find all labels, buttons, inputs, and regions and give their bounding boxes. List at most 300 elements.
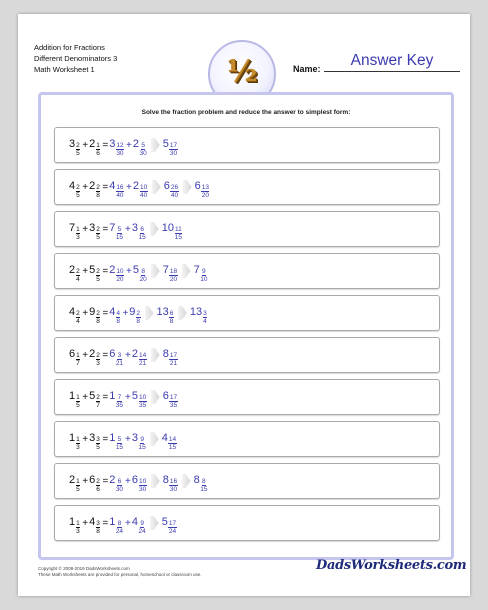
denominator: 30 — [139, 485, 147, 493]
fraction-part — [96, 226, 101, 241]
arrow-icon — [182, 264, 191, 278]
mixed-number — [132, 428, 147, 451]
fraction-part — [76, 184, 81, 199]
fraction-part — [96, 436, 101, 451]
denominator: 40 — [116, 191, 124, 199]
numerator: 2 — [96, 351, 100, 359]
whole-part: 6 — [194, 179, 201, 192]
arrow-icon — [151, 264, 160, 278]
fraction-part — [139, 436, 146, 451]
denominator: 15 — [200, 485, 208, 493]
fraction-part — [116, 184, 124, 199]
mixed-number — [89, 428, 101, 451]
denominator: 4 — [76, 317, 80, 325]
numerator: 5 — [117, 225, 122, 233]
arrow-icon — [150, 516, 159, 530]
problem-row — [54, 211, 440, 247]
usage-note: These Math Worksheets are provided for personal, homeschool or classroom use. — [38, 572, 202, 577]
one-half-logo-icon: ½ — [208, 40, 276, 108]
brand-logo: DadsWorksheets.com — [316, 558, 467, 573]
numerator: 1 — [76, 477, 80, 485]
mixed-number — [69, 428, 81, 451]
problem-expression — [69, 380, 179, 414]
equals-sign: = — [102, 307, 109, 319]
numerator: 2 — [96, 393, 100, 401]
fraction-part — [116, 520, 123, 535]
fraction-part — [139, 478, 147, 493]
mixed-number — [109, 344, 124, 367]
mixed-number — [109, 134, 125, 157]
fraction-part — [169, 478, 177, 493]
equals-sign: = — [102, 433, 109, 445]
denominator: 5 — [96, 233, 100, 241]
numerator: 10 — [116, 267, 124, 275]
whole-part: 2 — [69, 263, 76, 276]
arrow-icon — [150, 222, 159, 236]
denominator: 20 — [201, 191, 209, 199]
numerator: 10 — [139, 393, 147, 401]
whole-part: 3 — [109, 137, 116, 150]
denominator: 30 — [139, 149, 147, 157]
fraction-part — [168, 436, 176, 451]
plus-sign: + — [125, 349, 131, 361]
footer — [38, 566, 202, 578]
fraction-part — [76, 310, 81, 325]
worksheet-title: Addition for Fractions — [34, 43, 105, 52]
denominator: 30 — [115, 485, 124, 493]
instructions: Solve the fraction problem and reduce the answer to simplest form: — [141, 109, 351, 116]
mixed-number — [89, 386, 101, 409]
numerator: 18 — [169, 267, 178, 275]
whole-part: 2 — [132, 179, 140, 192]
numerator: 5 — [141, 141, 145, 149]
problem-row — [54, 127, 440, 163]
plus-sign: + — [82, 433, 89, 445]
numerator: 1 — [76, 435, 80, 443]
denominator: 8 — [96, 527, 100, 535]
numerator: 1 — [76, 225, 80, 233]
whole-part: 2 — [109, 263, 116, 276]
numerator: 2 — [96, 477, 100, 485]
numerator: 1 — [96, 141, 100, 149]
fraction-part — [76, 520, 81, 535]
arrow-icon — [150, 432, 159, 446]
denominator: 30 — [169, 149, 178, 157]
equals-sign: = — [102, 475, 109, 487]
fraction-part — [139, 352, 147, 367]
mixed-number — [132, 470, 148, 493]
plus-sign: + — [82, 391, 89, 403]
denominator: 5 — [96, 443, 100, 451]
denominator: 5 — [96, 275, 100, 283]
numerator: 2 — [76, 267, 80, 275]
whole-part: 9 — [129, 305, 136, 318]
whole-part: 1 — [69, 515, 76, 528]
problem-row — [54, 337, 440, 373]
numerator: 10 — [140, 183, 148, 191]
problem-expression — [69, 254, 208, 288]
fraction-part — [116, 268, 124, 283]
fraction-part — [76, 394, 81, 409]
denominator: 30 — [169, 485, 178, 493]
arrow-icon — [152, 180, 161, 194]
worksheet-page — [18, 14, 470, 596]
problem-expression — [69, 296, 208, 330]
numerator: 6 — [140, 225, 144, 233]
plus-sign: + — [125, 475, 131, 487]
mixed-number — [133, 176, 149, 199]
denominator: 40 — [170, 191, 179, 199]
mixed-number — [194, 260, 209, 283]
whole-part: 13 — [156, 305, 169, 318]
mixed-number — [109, 512, 124, 535]
mixed-number — [162, 218, 184, 241]
equals-sign: = — [102, 223, 109, 235]
numerator: 1 — [76, 351, 80, 359]
problem-expression — [69, 464, 208, 498]
plus-sign: + — [125, 433, 131, 445]
problem-row — [54, 421, 440, 457]
whole-part: 4 — [161, 431, 168, 444]
numerator: 5 — [117, 435, 122, 443]
fraction-part — [116, 352, 123, 367]
denominator: 3 — [76, 527, 80, 535]
mixed-number — [195, 176, 211, 199]
name-label: Name: — [293, 64, 321, 74]
denominator: 20 — [116, 275, 124, 283]
denominator: 4 — [76, 275, 80, 283]
plus-sign: + — [122, 307, 129, 319]
plus-sign: + — [125, 391, 131, 403]
plus-sign: + — [82, 517, 89, 529]
numerator: 2 — [76, 309, 80, 317]
denominator: 21 — [169, 359, 178, 367]
whole-part: 1 — [109, 431, 116, 444]
denominator: 35 — [169, 401, 178, 409]
denominator: 3 — [96, 359, 100, 367]
whole-part: 6 — [69, 347, 76, 360]
numerator: 7 — [117, 393, 122, 401]
numerator: 3 — [96, 435, 100, 443]
mixed-number — [89, 302, 101, 325]
arrow-icon — [145, 306, 154, 320]
denominator: 40 — [140, 191, 148, 199]
denominator: 6 — [96, 149, 100, 157]
whole-part: 1 — [109, 515, 116, 528]
mixed-number — [89, 512, 101, 535]
mixed-number — [109, 428, 124, 451]
denominator: 5 — [76, 149, 80, 157]
fraction-part — [96, 394, 101, 409]
mixed-number — [69, 344, 81, 367]
numerator: 17 — [169, 393, 178, 401]
mixed-number — [69, 260, 81, 283]
equals-sign: = — [102, 181, 109, 193]
fraction-part — [140, 184, 148, 199]
mixed-number — [163, 470, 179, 493]
equals-sign: = — [102, 517, 109, 529]
arrow-icon — [151, 474, 160, 488]
plus-sign: + — [82, 181, 89, 193]
numerator: 9 — [202, 267, 206, 275]
whole-part: 6 — [131, 473, 139, 486]
copyright-text: Copyright © 2008-2019 DadsWorksheets.com — [38, 566, 130, 571]
numerator: 8 — [202, 477, 206, 485]
denominator: 7 — [76, 359, 80, 367]
plus-sign: + — [125, 223, 131, 235]
whole-part: 7 — [69, 221, 76, 234]
fraction-part — [116, 142, 124, 157]
arrow-icon — [182, 474, 191, 488]
fraction-part — [96, 268, 101, 283]
denominator: 4 — [203, 317, 207, 325]
fraction-part — [169, 142, 177, 157]
mixed-number — [190, 302, 208, 325]
whole-part: 3 — [89, 431, 96, 444]
mixed-number — [194, 470, 209, 493]
fraction-part — [169, 310, 174, 325]
denominator: 24 — [115, 527, 124, 535]
fraction-part — [140, 142, 147, 157]
numerator: 2 — [76, 183, 80, 191]
numerator: 13 — [201, 183, 209, 191]
fraction-part — [139, 394, 147, 409]
denominator: 8 — [96, 191, 100, 199]
numerator: 3 — [117, 351, 122, 359]
equals-sign: = — [102, 391, 109, 403]
problem-expression — [69, 170, 210, 204]
mixed-number — [132, 218, 147, 241]
fraction-part — [139, 226, 146, 241]
fraction-part — [96, 142, 101, 157]
whole-part: 2 — [69, 473, 76, 486]
name-line — [324, 71, 460, 72]
fraction-part — [169, 268, 177, 283]
equals-sign: = — [102, 349, 109, 361]
mixed-number — [69, 302, 81, 325]
denominator: 24 — [138, 527, 146, 535]
mixed-number — [163, 260, 179, 283]
denominator: 15 — [115, 233, 124, 241]
fraction-part — [96, 478, 101, 493]
denominator: 3 — [76, 443, 80, 451]
whole-part: 3 — [131, 221, 139, 234]
whole-part: 5 — [162, 137, 169, 150]
mixed-number — [109, 176, 125, 199]
denominator: 7 — [96, 401, 100, 409]
fraction-part — [140, 268, 147, 283]
mixed-number — [163, 134, 179, 157]
whole-part: 2 — [132, 137, 140, 150]
problem-row — [54, 505, 440, 541]
numerator: 1 — [76, 519, 80, 527]
mixed-number — [89, 218, 101, 241]
arrow-icon — [178, 306, 187, 320]
denominator: 20 — [169, 275, 178, 283]
problem-expression — [69, 128, 179, 162]
whole-part: 6 — [89, 473, 96, 486]
fraction-part — [76, 142, 81, 157]
numerator: 8 — [117, 519, 122, 527]
problem-row — [54, 253, 440, 289]
numerator: 17 — [168, 519, 177, 527]
fraction-part — [175, 226, 183, 241]
fraction-part — [96, 310, 101, 325]
whole-part: 2 — [89, 179, 96, 192]
denominator: 6 — [96, 485, 100, 493]
mixed-number — [109, 302, 121, 325]
numerator: 16 — [169, 477, 178, 485]
plus-sign: + — [126, 181, 132, 193]
whole-part: 13 — [189, 305, 203, 318]
numerator: 9 — [140, 519, 144, 527]
fraction-part — [203, 310, 208, 325]
numerator: 2 — [76, 141, 80, 149]
fraction-part — [116, 478, 123, 493]
numerator: 2 — [96, 309, 100, 317]
fraction-part — [169, 352, 177, 367]
denominator: 30 — [116, 149, 124, 157]
fraction-part — [168, 520, 176, 535]
mixed-number — [69, 470, 81, 493]
plus-sign: + — [126, 265, 132, 277]
arrow-icon — [151, 348, 160, 362]
fraction-part — [200, 478, 207, 493]
mixed-number — [69, 512, 81, 535]
denominator: 15 — [168, 443, 177, 451]
whole-part: 7 — [193, 263, 200, 276]
mixed-number — [89, 134, 101, 157]
fraction-part — [116, 226, 123, 241]
whole-part: 10 — [161, 221, 174, 234]
whole-part: 4 — [109, 179, 116, 192]
mixed-number — [69, 218, 81, 241]
denominator: 15 — [138, 233, 146, 241]
whole-part: 3 — [131, 431, 139, 444]
arrow-icon — [151, 390, 160, 404]
whole-part: 4 — [69, 179, 76, 192]
mixed-number — [163, 344, 179, 367]
numerator: 3 — [96, 519, 100, 527]
whole-part: 7 — [109, 221, 116, 234]
mixed-number — [89, 344, 101, 367]
whole-part: 4 — [69, 305, 76, 318]
mixed-number — [163, 386, 179, 409]
problem-row — [54, 379, 440, 415]
denominator: 5 — [76, 401, 80, 409]
whole-part: 6 — [163, 179, 170, 192]
mixed-number — [129, 302, 141, 325]
fraction-part — [200, 268, 207, 283]
mixed-number — [132, 386, 148, 409]
whole-part: 1 — [69, 431, 76, 444]
whole-part: 2 — [109, 473, 116, 486]
arrow-icon — [151, 138, 160, 152]
whole-part: 2 — [131, 347, 139, 360]
problem-row — [54, 295, 440, 331]
plus-sign: + — [82, 349, 89, 361]
denominator: 8 — [169, 317, 174, 325]
whole-part: 1 — [109, 389, 116, 402]
whole-part: 5 — [89, 263, 96, 276]
denominator: 21 — [139, 359, 147, 367]
whole-part: 5 — [161, 515, 168, 528]
problem-row — [54, 169, 440, 205]
plus-sign: + — [82, 265, 89, 277]
fraction-part — [169, 394, 177, 409]
answer-key-label: Answer Key — [350, 52, 434, 69]
numerator: 14 — [168, 435, 177, 443]
numerator: 12 — [116, 141, 124, 149]
denominator: 8 — [136, 317, 141, 325]
mixed-number — [133, 260, 148, 283]
worksheet-subtitle: Different Denominators 3 — [34, 54, 118, 63]
plus-sign: + — [82, 307, 89, 319]
fraction-part — [170, 184, 178, 199]
whole-part: 2 — [89, 137, 96, 150]
denominator: 5 — [76, 191, 80, 199]
denominator: 8 — [96, 317, 100, 325]
whole-part: 8 — [193, 473, 200, 486]
mixed-number — [89, 176, 101, 199]
plus-sign: + — [125, 517, 131, 529]
numerator: 2 — [96, 183, 100, 191]
numerator: 26 — [170, 183, 179, 191]
fraction-part — [76, 226, 81, 241]
denominator: 10 — [200, 275, 208, 283]
fraction-part — [116, 310, 121, 325]
denominator: 15 — [174, 233, 182, 241]
whole-part: 4 — [89, 515, 96, 528]
whole-part: 5 — [89, 389, 96, 402]
denominator: 8 — [116, 317, 120, 325]
numerator: 4 — [116, 309, 120, 317]
whole-part: 8 — [162, 347, 169, 360]
whole-part: 7 — [162, 263, 169, 276]
fraction-part — [96, 352, 101, 367]
denominator: 3 — [76, 233, 80, 241]
mixed-number — [164, 176, 180, 199]
whole-part: 8 — [162, 473, 169, 486]
problem-expression — [69, 338, 179, 372]
mixed-number — [157, 302, 175, 325]
whole-part: 5 — [132, 263, 140, 276]
fraction-part — [76, 268, 81, 283]
mixed-number — [89, 260, 101, 283]
whole-part: 5 — [131, 389, 139, 402]
mixed-number — [109, 470, 124, 493]
numerator: 10 — [139, 477, 147, 485]
mixed-number — [109, 218, 124, 241]
fraction-part — [76, 352, 81, 367]
problems-panel — [38, 92, 454, 560]
numerator: 6 — [117, 477, 122, 485]
worksheet-header-text — [34, 42, 117, 75]
mixed-number — [109, 260, 125, 283]
fraction-part — [76, 478, 81, 493]
numerator: 3 — [203, 309, 207, 317]
mixed-number — [162, 512, 178, 535]
mixed-number — [132, 344, 148, 367]
numerator: 17 — [169, 141, 178, 149]
whole-part: 1 — [69, 389, 76, 402]
whole-part: 2 — [89, 347, 96, 360]
fraction-part — [136, 310, 141, 325]
denominator: 5 — [76, 485, 80, 493]
whole-part: 6 — [162, 389, 169, 402]
denominator: 24 — [168, 527, 177, 535]
numerator: 14 — [139, 351, 147, 359]
